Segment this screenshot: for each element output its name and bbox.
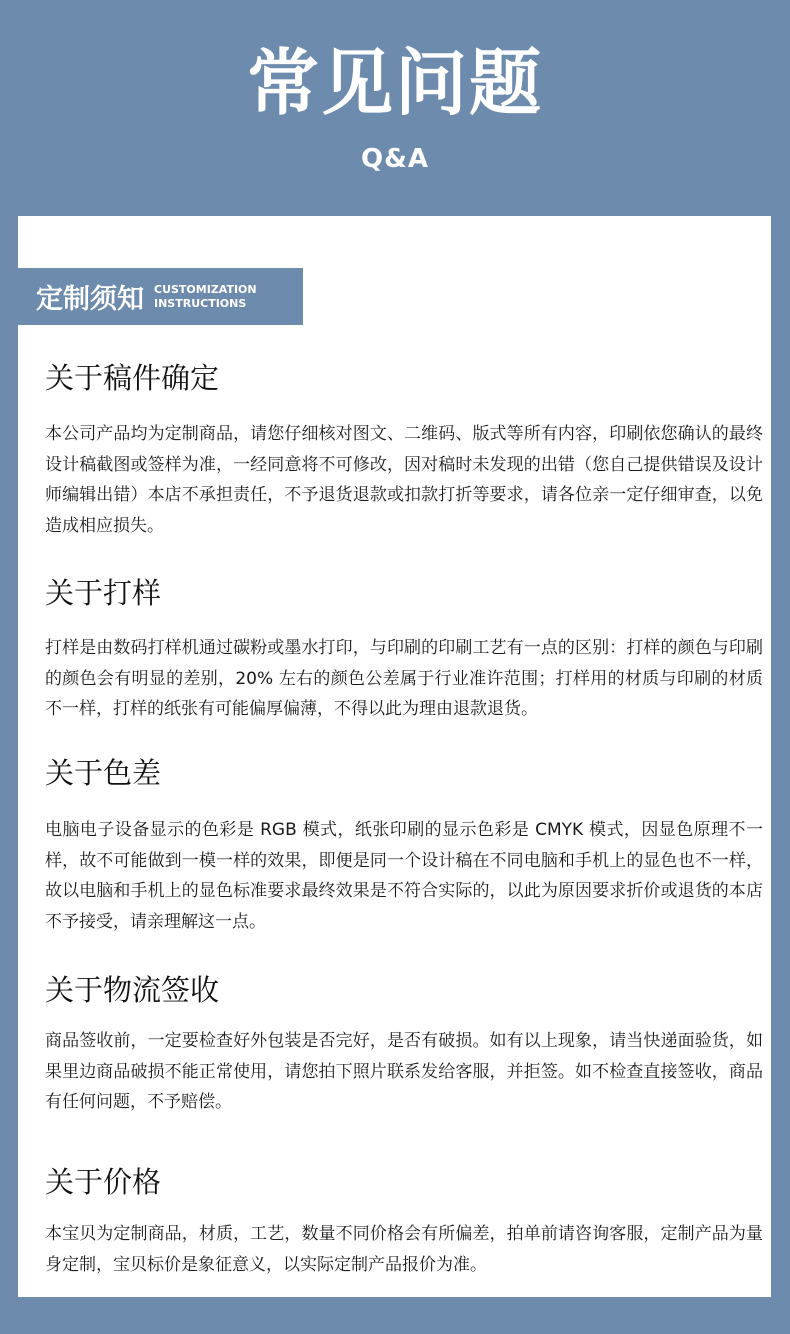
section-body-price: 本宝贝为定制商品，材质，工艺，数量不同价格会有所偏差，拍单前请咨询客服，定制产品为量身定制，宝贝标价是象征意义，以实际定制产品报价为准。 [45, 1224, 763, 1275]
section-body-artwork: 本公司产品均为定制商品，请您仔细核对图文、二维码、版式等所有内容，印刷依您确认的最终设计稿截图或签样为准，一经同意将不可修改，因对稿时未发现的出错（您自己提供错误及设计师编辑出错）本店不承担责任，不予退货退款或扣款打折等要求，请各位亲一定仔细审查，以免造成相应损失。 [45, 424, 763, 536]
section-banner [18, 268, 303, 325]
section-title-price: 关于价格 [45, 1165, 162, 1199]
section-title-color-difference: 关于色差 [45, 756, 162, 790]
banner-english-line1: CUSTOMIZATION [154, 282, 257, 296]
section-title-proofing: 关于打样 [45, 576, 162, 610]
section-body-color-difference: 电脑电子设备显示的色彩是 RGB 模式，纸张印刷的显示色彩是 CMYK 模式，因显色原理不一样，故不可能做到一模一样的效果，即便是同一个设计稿在不同电脑和手机上的显色也不一样，故以电脑和手机上的显色标准要求最终效果是不符合实际的，以此为原因要求折价或退货的本店不予接受，请亲理解这一点。 [45, 820, 763, 932]
banner-english [154, 283, 257, 311]
page-subtitle: Q&A [361, 144, 429, 174]
banner-english-line2: INSTRUCTIONS [154, 296, 247, 310]
section-body-logistics: 商品签收前，一定要检查好外包装是否完好，是否有破损。如有以上现象，请当快递面验货，如果里边商品破损不能正常使用，请您拍下照片联系发给客服，并拒签。如不检查直接签收，商品有任何问题，不予赔偿。 [45, 1031, 763, 1112]
section-title-logistics: 关于物流签收 [45, 973, 220, 1007]
section-title-artwork: 关于稿件确定 [45, 361, 220, 395]
section-body-proofing: 打样是由数码打样机通过碳粉或墨水打印，与印刷的印刷工艺有一点的区别：打样的颜色与印刷的颜色会有明显的差别，20% 左右的颜色公差属于行业准许范围；打样用的材质与印刷的材质不一样，打样的纸张有可能偏厚偏薄，不得以此为理由退款退货。 [45, 638, 763, 719]
banner-title: 定制须知 [36, 284, 144, 315]
page-title: 常见问题 [246, 41, 543, 125]
